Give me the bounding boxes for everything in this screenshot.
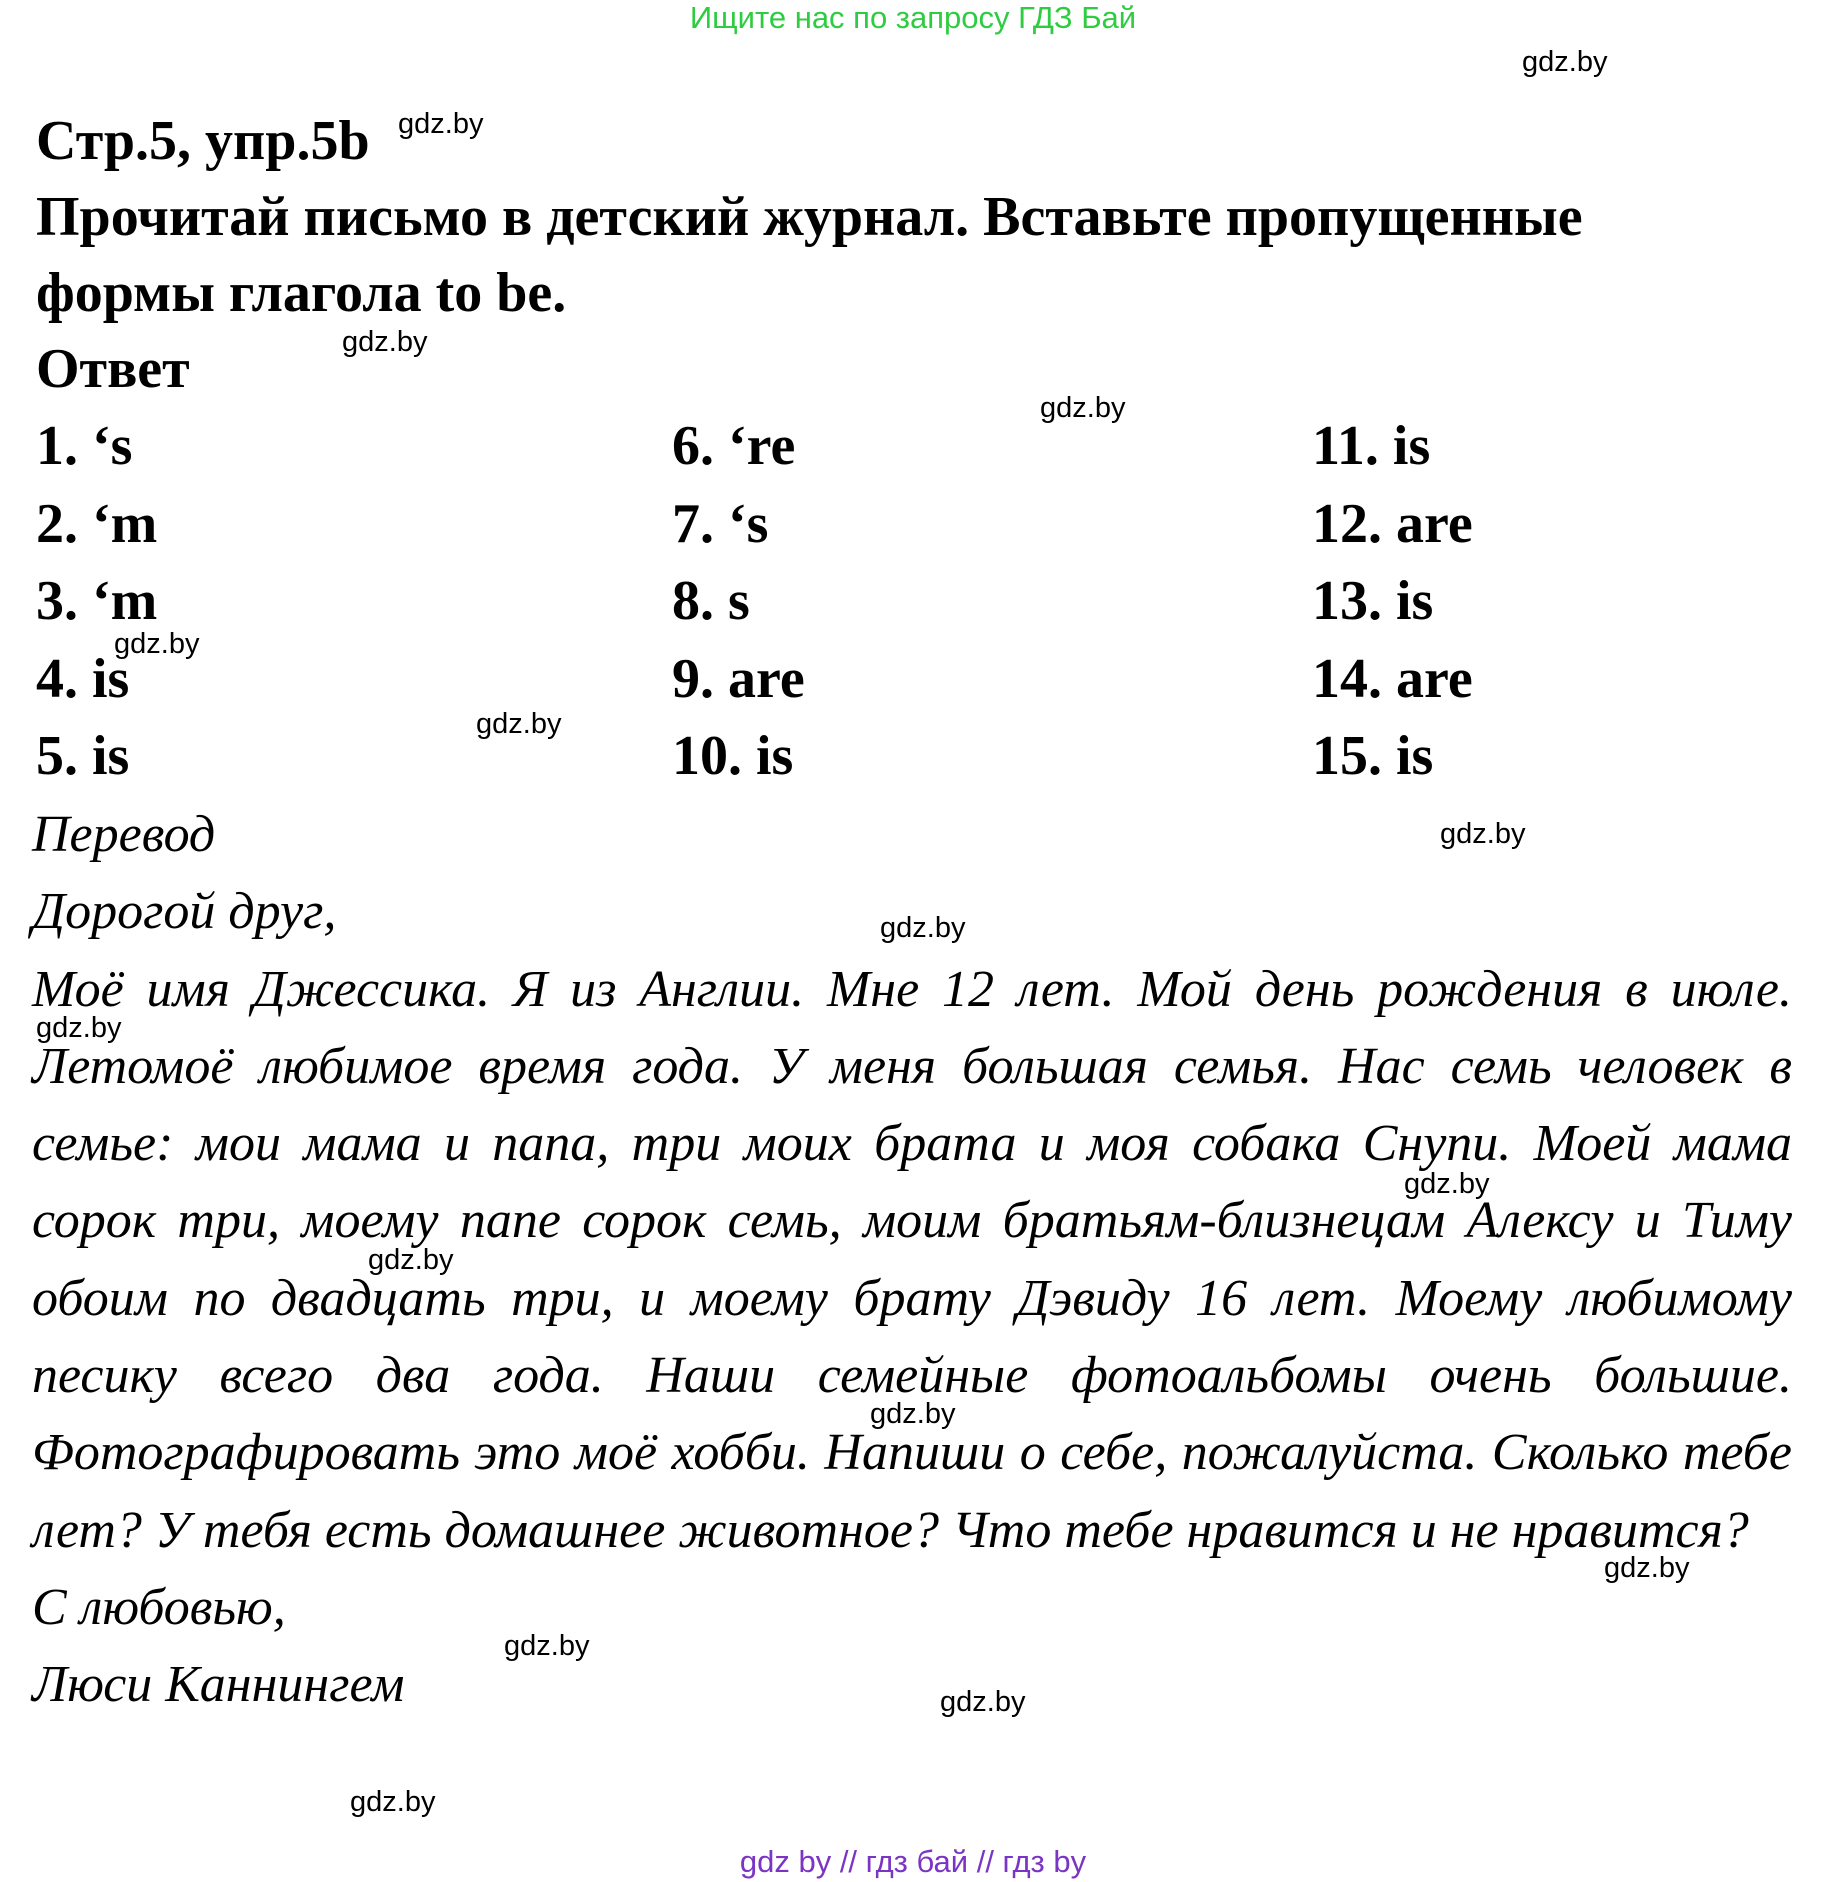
answer-item: 12. are [1312,492,1473,555]
answer-item: 10. is [672,725,794,787]
answer-item: 8. s [672,570,750,632]
watermark: gdz.by [368,1244,454,1276]
watermark: gdz.by [398,108,484,140]
answer-heading: Ответ [36,338,190,400]
letter-greeting: Дорогой друг, [32,883,337,941]
search-banner: Ищите нас по запросу ГДЗ Бай [689,0,1137,35]
answer-item: 4. is [36,647,130,710]
answer-item: 6. ‘re [672,415,796,477]
translation-heading: Перевод [32,806,216,863]
answer-item: 3. ‘m [36,570,158,632]
task-line-2: формы глагола to be. [36,262,567,324]
answer-item: 13. is [1312,570,1434,632]
answer-item: 5. is [36,725,130,787]
letter-body: Моё имя Джессика. Я из Англии. Мне 12 лет. Мой день рождения в июле. Летомоё любимое время года. У меня большая семья. Нас семь человек в семье: мои мама и папа, три моих брата и моя собака Снупи. Моей мама сорок три, моему папе сорок семь, моим братьям-близнецам Алексу и Тиму обоим по двадцать три, и моему брату Дэвиду 16 лет. Моему любимому песику всего два года. Наши семейные фотоальбомы очень большие. Фотографировать это моё хобби. Напиши о себе, пожалуйста. Сколько тебе лет? У тебя есть домашнее животное? Что тебе нравится и не нравится? [32,960,1792,1559]
watermark: gdz.by [476,708,562,740]
watermark: gdz.by [1604,1552,1690,1584]
watermark: gdz.by [940,1686,1026,1718]
answers-column-1 [36,408,157,796]
footer-links: gdz by // гдз бай // гдз by [739,1844,1087,1879]
watermark: gdz.by [1040,392,1126,424]
watermark: gdz.by [1522,46,1608,78]
page-title: Стр.5, упр.5b [36,110,370,172]
watermark: gdz.by [1404,1168,1490,1200]
watermark: gdz.by [870,1398,956,1430]
letter-closing: С любовью, [32,1578,286,1636]
watermark: gdz.by [342,326,428,358]
watermark: gdz.by [504,1630,590,1662]
answer-item: 7. ‘s [672,492,769,555]
answer-item: 14. are [1312,647,1473,710]
answer-item: 9. are [672,647,805,710]
task-line-1: Прочитай письмо в детский журнал. Вставьте пропущенные [36,186,1583,248]
answer-item: 11. is [1312,415,1431,477]
answer-item: 15. is [1312,725,1434,787]
answer-item: 2. ‘m [36,492,158,555]
watermark: gdz.by [880,912,966,944]
watermark: gdz.by [36,1012,122,1044]
answers-column-3 [1312,408,1473,796]
watermark: gdz.by [1440,818,1526,850]
answers-column-2 [672,408,805,796]
answers-grid [0,408,1826,798]
letter-signature: Люси Каннингем [32,1656,405,1714]
watermark: gdz.by [114,628,200,660]
answer-item: 1. ‘s [36,415,133,477]
watermark: gdz.by [350,1786,436,1818]
